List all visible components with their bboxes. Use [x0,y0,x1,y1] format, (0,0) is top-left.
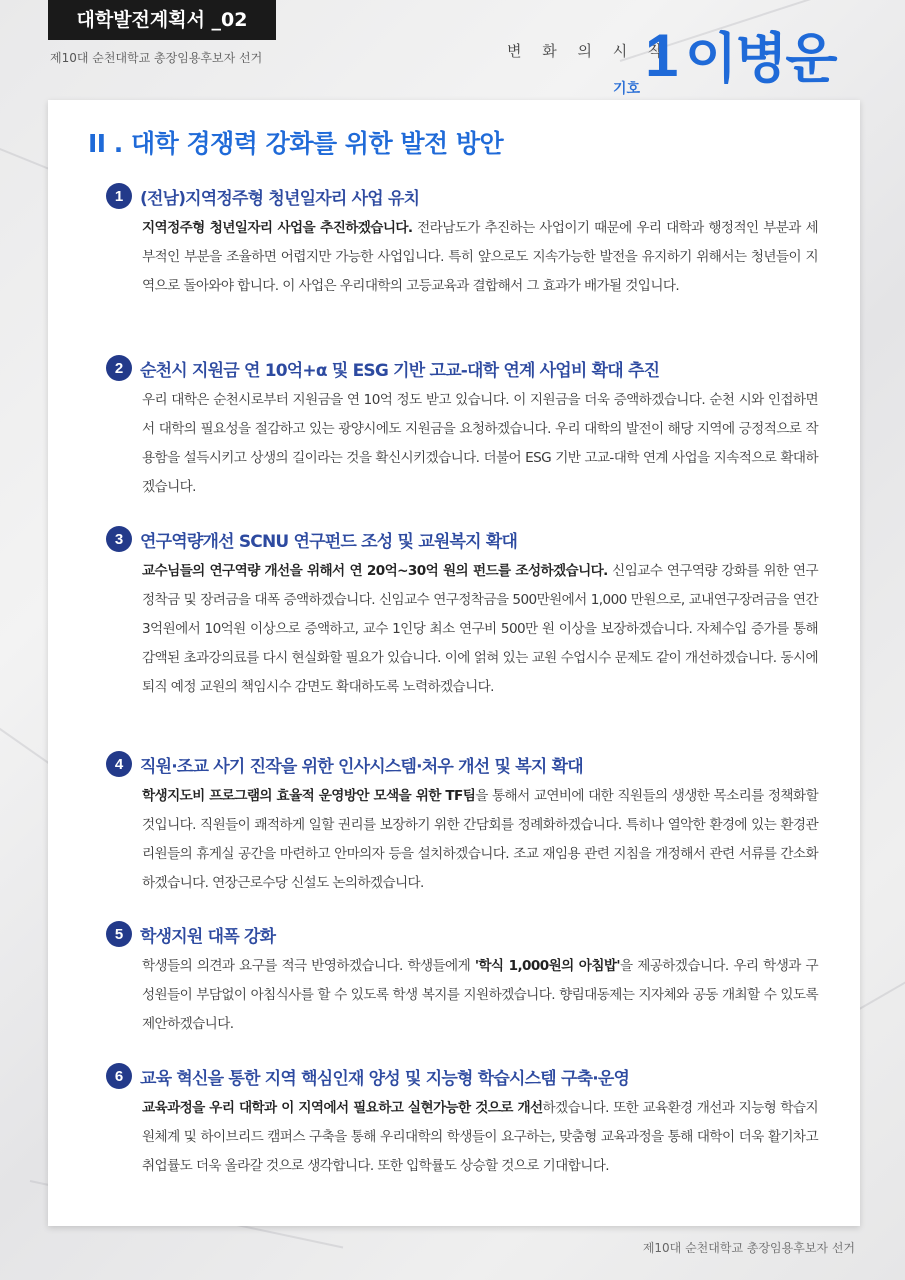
section-title: II . 대학 경쟁력 강화를 위한 발전 방안 [88,129,504,158]
item-title: 연구역량개선 SCNU 연구펀드 조성 및 교원복지 확대 [140,531,518,552]
item-text: 신임교수 연구역량 강화를 위한 연구 정착금 및 장려금을 대폭 증액하겠습니다. 신임교수 연구정착금을 500만원에서 1,000 만원으로, 교내연구장려금을 연간 3억원에서 10억원 이상으로 증액하고, 교수 1인당 최소 연구비 500만 원 이상을 보장하겠습니다. 자체수입 증가를 통해 감액된 초과강의료를 다시 현실화할 필요가 있습니다. 이에 얽혀 있는 교원 수업시수 문제도 같이 개선하겠습니다. 동시에 퇴직 예정 교원의 책임시수 감면도 확대하도록 노력하겠습니다. [142,563,818,695]
item-number-badge: 2 [106,355,132,381]
item-body [142,952,818,1039]
item-title: 학생지원 대폭 강화 [140,926,276,947]
item-lead: '학식 1,000원의 아침밥' [474,958,620,974]
document-tag: 대학발전계획서 _02 [48,0,276,40]
item-title: 교육 혁신을 통한 지역 핵심인재 양성 및 지능형 학습시스템 구축·운영 [140,1068,630,1089]
candidate-name: 이병운 [685,27,836,90]
item-number-badge: 4 [106,751,132,777]
item-number-badge: 6 [106,1063,132,1089]
item-text: 을 통해서 교연비에 대한 직원들의 생생한 목소리를 정책화할 것입니다. 직원들이 쾌적하게 일할 권리를 보장하기 위한 간담회를 정례화하겠습니다. 특히나 열악한 환경에 있는 환경관리원들의 휴게실 공간을 마련하고 안마의자 등을 설치하겠습니다. 조교 재임용 관련 지침을 개정해서 관련 서류를 간소화하겠습니다. 연장근로수당 신설도 논의하겠습니다. [142,788,818,891]
item-body [142,782,818,898]
item-title: 직원·조교 사기 진작을 위한 인사시스템·처우 개선 및 복지 확대 [140,756,583,777]
item-number-badge: 3 [106,526,132,552]
plan-item-3 [106,525,818,702]
item-body [142,1094,818,1181]
item-text: 을 제공하겠습니다. 우리 학생과 구성원들이 부담없이 아침식사를 할 수 있도록 학생 복지를 지원하겠습니다. 향림대동제는 지자체와 공동 개최할 수 있도록 제안하겠습니다. [142,958,819,1032]
item-body [142,386,818,502]
item-lead: 교육과정을 우리 대학과 이 지역에서 필요하고 실현가능한 것으로 개선 [142,1100,543,1116]
plan-item-4 [106,750,818,898]
item-pre-text: 학생들의 의견과 요구를 적극 반영하겠습니다. 학생들에게 [142,958,475,974]
item-text: 하겠습니다. 또한 교육환경 개선과 지능형 학습지원체계 및 하이브리드 캠퍼스 구축을 통해 우리대학의 학생들이 요구하는, 맞춤형 교육과정을 통해 대학이 더욱 활기차고 취업률도 더욱 올라갈 것으로 생각합니다. 또한 입학률도 상승할 것으로 기대합니다. [142,1100,818,1174]
content-card [48,100,860,1226]
item-title: 순천시 지원금 연 10억+α 및 ESG 기반 고교-대학 연계 사업비 확대 추진 [140,360,660,381]
item-title: (전남)지역정주형 청년일자리 사업 유치 [140,188,420,209]
election-subtitle: 제10대 순천대학교 총장임용후보자 선거 [50,51,263,65]
candidate-number: 1 [645,22,679,89]
slogan: 변 화 의 시 작 [507,42,671,60]
candidate-header [495,22,855,100]
item-lead: 교수님들의 연구역량 개선을 위해서 연 20억~30억 원의 펀드를 조성하겠습니다. [142,563,608,579]
plan-item-5 [106,920,818,1039]
item-lead: 지역정주형 청년일자리 사업을 추진하겠습니다. [142,220,413,236]
item-text: 우리 대학은 순천시로부터 지원금을 연 10억 정도 받고 있습니다. 이 지원금을 더욱 증액하겠습니다. 순천 시와 인접하면서 대학의 필요성을 절감하고 있는 광양시에도 지원금을 요청하겠습니다. 우리 대학의 발전이 해당 지역에 긍정적으로 작용함을 설득시키고 상생의 길이라는 것을 확신시키겠습니다. 더불어 ESG 기반 고교-대학 연계 사업을 지속적으로 확대하겠습니다. [142,392,818,495]
item-body [142,214,818,301]
footer-text: 제10대 순천대학교 총장임용후보자 선거 [642,1241,855,1255]
item-number-badge: 5 [106,921,132,947]
item-lead: 학생지도비 프로그램의 효율적 운영방안 모색을 위한 TF팀 [142,788,476,804]
plan-item-1 [106,182,818,301]
item-text: 전라남도가 추진하는 사업이기 때문에 우리 대학과 행정적인 부분과 세부적인 부분을 조율하면 어렵지만 가능한 사업입니다. 특히 앞으로도 지속가능한 발전을 유지하기 위해서는 청년들이 지역으로 돌아와야 합니다. 이 사업은 우리대학의 고등교육과 결합해서 그 효과가 배가될 것입니다. [142,220,818,294]
plan-item-2 [106,354,818,502]
item-number-badge: 1 [106,183,132,209]
plan-item-6 [106,1062,818,1181]
item-body [142,557,818,702]
giho-label: 기호 [613,81,641,97]
